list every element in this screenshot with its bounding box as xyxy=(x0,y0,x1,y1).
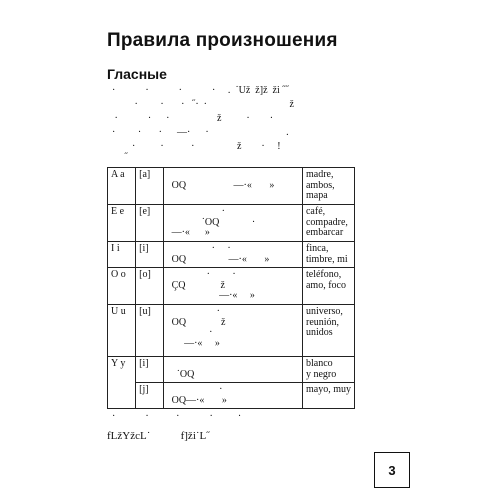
table-row xyxy=(108,168,355,205)
intro-line: · · · · . ˙Už ž]ž ži ˝˝ xyxy=(107,85,289,96)
sound-cell: [i] xyxy=(136,242,163,268)
examples-cell: café, compadre, embarcar xyxy=(302,205,354,242)
letter-cell: I i xyxy=(108,242,136,268)
description-cell: · · OQ —·« » xyxy=(163,242,302,268)
examples-cell: finca, timbre, mi xyxy=(302,242,354,268)
intro-line: · · · ˝· · ž xyxy=(107,99,294,110)
sound-cell: [e] xyxy=(136,205,163,242)
table-row xyxy=(108,205,355,242)
sound-cell: [i] xyxy=(136,357,163,383)
vowels-table xyxy=(107,167,355,409)
sound-cell: [o] xyxy=(136,268,163,305)
letter-cell: E e xyxy=(108,205,136,242)
examples-cell: universo, reunión, unidos xyxy=(302,305,354,357)
letter-cell: A a xyxy=(108,168,136,205)
page-title: Правила произношения xyxy=(107,30,338,51)
examples-cell: teléfono, amo, foco xyxy=(302,268,354,305)
description-cell: · ˙OQ · —·« » xyxy=(163,205,302,242)
description-cell: · · ÇQ ž —·« » xyxy=(163,268,302,305)
intro-line: · · · ž · ! xyxy=(107,141,281,152)
section-heading-vowels: Гласные xyxy=(107,66,167,82)
description-cell: ˙OQ xyxy=(163,357,302,383)
table-row xyxy=(108,242,355,268)
intro-line: · · · —· · . xyxy=(107,127,289,138)
intro-line: ˝ xyxy=(107,152,128,163)
sound-cell: [u] xyxy=(136,305,163,357)
table-row xyxy=(108,383,355,409)
footer-line: · · · · · xyxy=(107,411,242,422)
table-row xyxy=(108,268,355,305)
letter-cell: O o xyxy=(108,268,136,305)
table-row xyxy=(108,357,355,383)
description-cell: OQ —·« » xyxy=(163,168,302,205)
footer-text: fLžYžcL˙ f]ži˙L˝ xyxy=(107,430,210,442)
page-number: 3 xyxy=(374,452,410,488)
table-row xyxy=(108,305,355,357)
letter-cell: U u xyxy=(108,305,136,357)
sound-cell: [a] xyxy=(136,168,163,205)
letter-cell: Y y xyxy=(108,357,136,409)
description-cell: · OQ ž · —·« » xyxy=(163,305,302,357)
examples-cell: madre, ambos, mapa xyxy=(302,168,354,205)
intro-line: · · · ž · · xyxy=(107,113,274,124)
examples-cell: blanco y negro xyxy=(302,357,354,383)
description-cell: · OQ—·« » xyxy=(163,383,302,409)
sound-cell: [j] xyxy=(136,383,163,409)
examples-cell: mayo, muy xyxy=(302,383,354,409)
